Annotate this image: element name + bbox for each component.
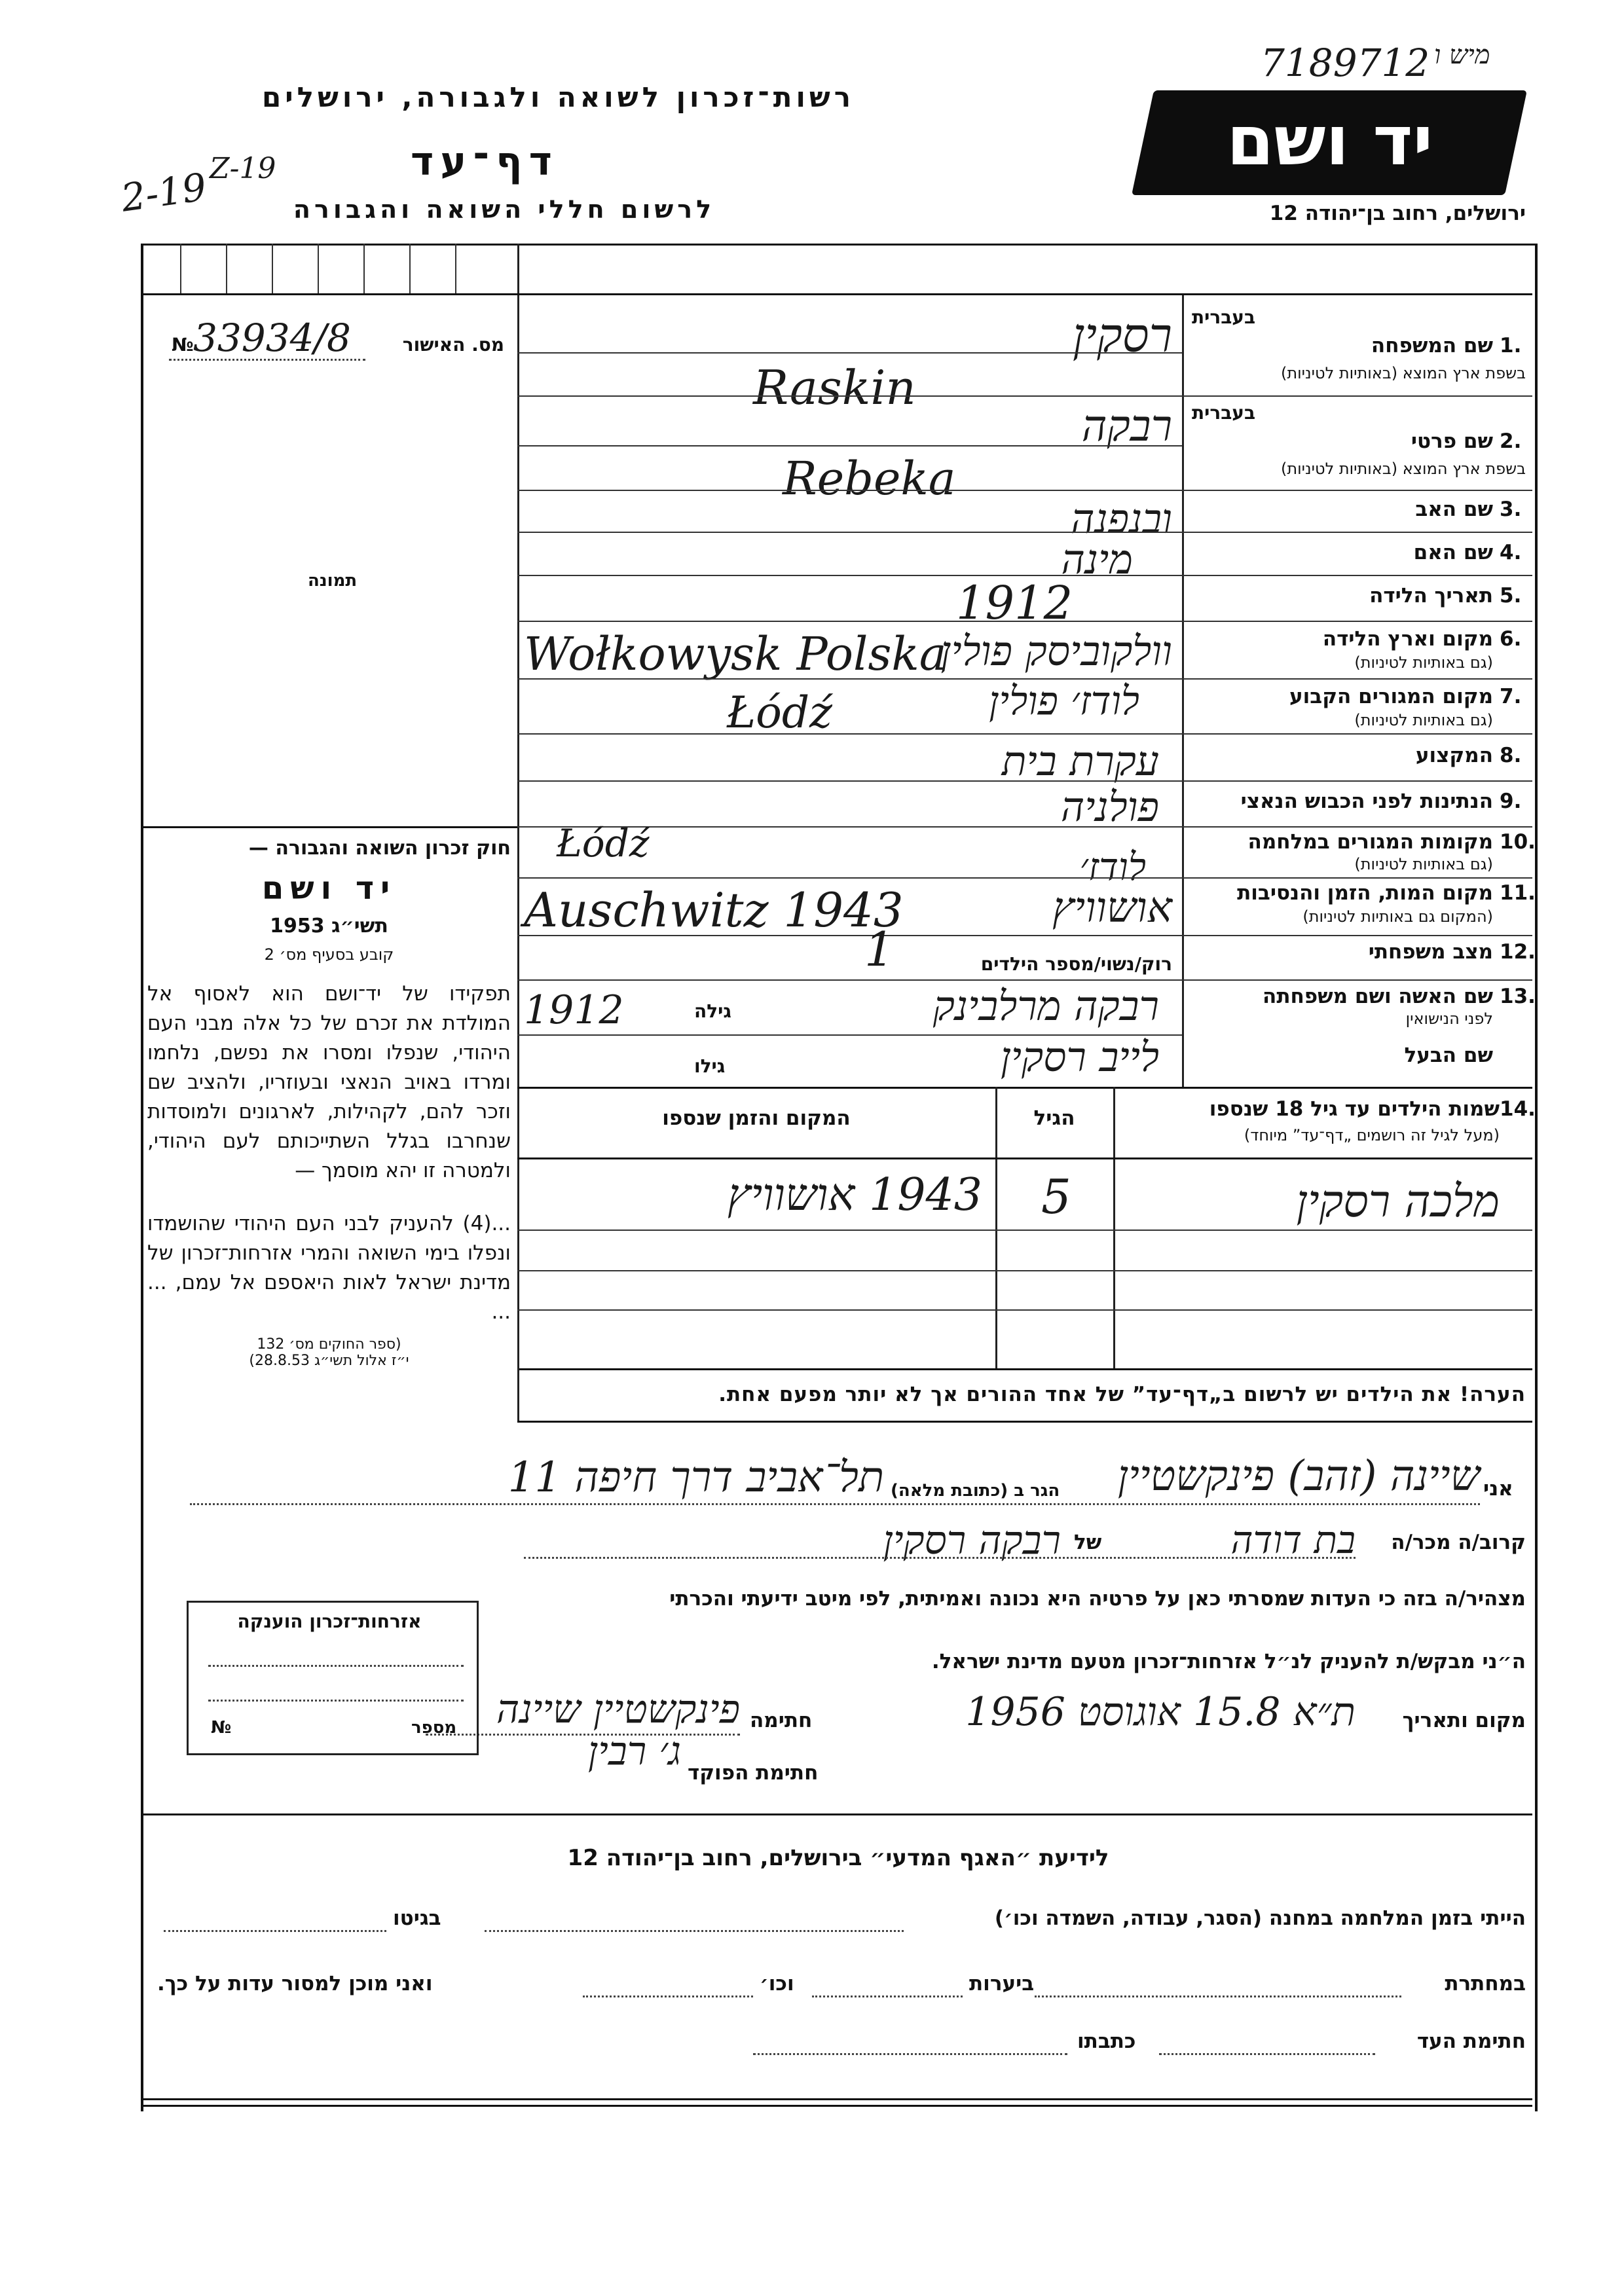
relative-label: קרוב/ה מכר/ה bbox=[1391, 1531, 1526, 1554]
field-10-value: Łódź bbox=[557, 821, 650, 866]
archive-number: 7189712 bbox=[1261, 41, 1430, 85]
field-8-value: עקרת בית bbox=[1001, 737, 1159, 785]
husband-label: שם הבעל bbox=[1404, 1044, 1493, 1067]
field-5-value: 1912 bbox=[956, 576, 1073, 630]
field-3-value: ובנפנה bbox=[1071, 495, 1172, 543]
field-9-num: 9. bbox=[1500, 790, 1522, 813]
field-1-value-latin: Raskin bbox=[753, 360, 916, 415]
field-2-num: 2. bbox=[1500, 429, 1522, 453]
field-4-num: 4. bbox=[1500, 541, 1522, 564]
field-9-value: פולניה bbox=[1060, 783, 1159, 831]
resident-label: הגר ב (כתובת מלאה) bbox=[891, 1481, 1060, 1501]
declarant-address: תל־אביב דרך חיפה 11 bbox=[507, 1453, 884, 1502]
field-7-value-latin: Łódź bbox=[727, 687, 832, 738]
of-label: של bbox=[1074, 1531, 1102, 1554]
law-source: (ספר החוקים מס׳ 132 bbox=[257, 1336, 401, 1353]
field-11-value: Auschwitz 1943 bbox=[524, 883, 904, 938]
field-13-num: 13. bbox=[1500, 985, 1536, 1008]
field-1-value: רסקין bbox=[1072, 308, 1172, 363]
children-note: הערה! את הילדים יש לרשום ב„דף־עד” של אחד ההורים אך לא יותר מפעם אחת. bbox=[718, 1383, 1526, 1406]
info-camp-label: הייתי בזמן המלחמה במחנה (הסגר, עבודה, השמדה וכו׳) bbox=[994, 1906, 1526, 1930]
field-2-sub: בשפת ארץ המוצא (באותיות לטיניות) bbox=[1281, 460, 1526, 478]
field-12-extra: רוק/נשוי/מספר הילדים bbox=[980, 953, 1172, 975]
children-label: שמות הילדים עד גיל 18 שנספו bbox=[1209, 1097, 1500, 1121]
field-2-lang: בעברית bbox=[1192, 402, 1256, 424]
field-1-label: שם המשפחה bbox=[1371, 334, 1493, 357]
field-3-num: 3. bbox=[1500, 498, 1522, 521]
field-12-num: 12. bbox=[1500, 940, 1536, 964]
logo-text: יד ושם bbox=[1227, 101, 1433, 181]
field-8-label: המקצוע bbox=[1415, 744, 1493, 767]
field-4-label: שם האם bbox=[1413, 541, 1493, 564]
left-column-divider bbox=[517, 244, 519, 1370]
field-8-num: 8. bbox=[1500, 744, 1522, 767]
field-7-value: לודז׳ פולין bbox=[989, 678, 1139, 724]
law-title: חוק זכרון השואה והגבורה — bbox=[248, 837, 511, 860]
citizenship-number-label: מספר bbox=[411, 1718, 457, 1738]
children-num: 14. bbox=[1500, 1097, 1536, 1121]
law-paragraph-1: תפקידו של יד־ושם הוא לאסוף אל המולדת את זכרם של כל אלה מבני העם היהודי, שנפלו ומסרו את נפשם, נלחמו ומרדו באויב הנאצי ובעוזריו, ולהציב שם וזכר להם, לקהילות, לארגונים ולמוסדות שנחרבו בגלל השתייכותם לעם היהודי, ולמטרה זו יהא מוסמך — bbox=[147, 982, 511, 1182]
archive-suffix: מיש ו bbox=[1434, 40, 1490, 70]
field-6-label: מקום וארץ הלידה bbox=[1322, 627, 1493, 651]
law-source-date: י״ז אלול תשי״ג 28.8.53) bbox=[249, 1353, 409, 1369]
child-1-age: 5 bbox=[1041, 1169, 1071, 1224]
of-name-value: רבקה רסקין bbox=[883, 1518, 1061, 1563]
statement: מצהיר/ה בזה כי העדות שמסרתי כאן על פרטיה היא נכונה ואמיתית, לפי מיטב ידיעתי והכרתי bbox=[669, 1587, 1526, 1611]
field-3-label: שם האב bbox=[1415, 498, 1493, 521]
registration-number: 33934/8 bbox=[193, 316, 351, 360]
field-7-sub: (גם באותיות לטיניות) bbox=[1354, 711, 1493, 729]
field-9-label: הנתינות לפני הכבוש הנאצי bbox=[1240, 790, 1493, 813]
citizenship-prefix: № bbox=[211, 1718, 232, 1738]
relation-value: בת דודה bbox=[1230, 1518, 1356, 1562]
field-2-label: שם פרטי bbox=[1411, 429, 1493, 453]
request: ה״ני מבקש/ת להעניק לנ״ל אזרחות־זכרון מטעם מדינת ישראל. bbox=[931, 1650, 1526, 1673]
signature-value: פינקשטיין שיינה bbox=[496, 1686, 740, 1732]
field-13-sub: לפני הנישואין bbox=[1405, 1010, 1493, 1028]
field-7-label: מקום המגורים הקבוע bbox=[1289, 685, 1493, 708]
declaration-ani: אני bbox=[1483, 1477, 1513, 1501]
field-13-value: רבקה מרלבינק bbox=[932, 982, 1159, 1030]
signature-label: חתימה bbox=[750, 1709, 813, 1732]
field-13-label: שם האשה ושם משפחתה bbox=[1263, 985, 1493, 1008]
field-5-num: 5. bbox=[1500, 584, 1522, 608]
info-etc-label: וכו׳ bbox=[760, 1972, 794, 1995]
field-10-value-hebrew: לודז׳ bbox=[1079, 845, 1146, 889]
margin-note: 2-19 bbox=[118, 164, 210, 221]
husband-value: לייב רסקין bbox=[1000, 1033, 1159, 1081]
field-6-num: 6. bbox=[1500, 627, 1522, 651]
label-column-divider bbox=[1182, 293, 1184, 1089]
field-1-num: 1. bbox=[1500, 334, 1522, 357]
field-10-num: 10. bbox=[1500, 830, 1536, 854]
registration-label: מס. האישור bbox=[402, 334, 504, 355]
title-note: Z-19 bbox=[210, 152, 276, 185]
law-year: תשי״ג 1953 bbox=[270, 915, 388, 938]
authority-title: רשות־זכרון לשואה ולגבורה, ירושלים bbox=[261, 81, 855, 113]
field-12-value: 1 bbox=[864, 922, 895, 977]
wife-age-label: גילה bbox=[694, 1000, 731, 1022]
info-title: לידיעת ״האגף המדעי״ בירושלים, רחוב בן־יהודה 12 bbox=[567, 1845, 1109, 1871]
children-age-header: הגיל bbox=[1033, 1106, 1075, 1130]
field-11-sub: (המקום גם באותיות לטיניות) bbox=[1302, 907, 1493, 926]
officer-label: חתימת הפוקד bbox=[688, 1761, 819, 1785]
child-1-place: 1943 אושוויץ bbox=[727, 1169, 982, 1221]
yad-vashem-logo bbox=[1132, 90, 1527, 195]
field-1-lang: בעברית bbox=[1192, 306, 1256, 328]
info-forests-label: ביערות bbox=[969, 1972, 1035, 1995]
field-11-num: 11. bbox=[1500, 881, 1536, 905]
info-address-label: כתבתו bbox=[1077, 2030, 1136, 2053]
field-2-value: רבקה bbox=[1081, 401, 1172, 451]
children-sub: (מעל לגיל זה רושמים „דף־עד” מיוחד) bbox=[1244, 1126, 1500, 1144]
wife-age-value: 1912 bbox=[524, 987, 624, 1033]
place-date-label: מקום ותאריך bbox=[1402, 1709, 1526, 1732]
citizenship-title: אזרחות־זכרון הוענקה bbox=[237, 1611, 422, 1632]
citizenship-box bbox=[187, 1601, 479, 1755]
field-4-value: מינה bbox=[1061, 536, 1133, 583]
officer-value: ג׳ רבין bbox=[587, 1728, 681, 1774]
form-subtitle: לרשום חללי השואה והגבורה bbox=[293, 195, 716, 224]
law-box bbox=[147, 837, 511, 1369]
field-11-value-hebrew: אושוויץ bbox=[1052, 884, 1172, 932]
law-name: יד ושם bbox=[261, 870, 397, 907]
registration-prefix: № bbox=[172, 334, 194, 355]
husband-age-label: גילו bbox=[694, 1055, 726, 1077]
address: ירושלים, רחוב בן־יהודה 12 bbox=[1269, 202, 1526, 225]
law-clause: קובע בסעיף מס׳ 2 bbox=[264, 945, 394, 964]
field-6-sub: (גם באותיות לטיניות) bbox=[1354, 653, 1493, 672]
children-place-header: המקום והזמן שנספו bbox=[662, 1106, 851, 1130]
field-1-sub: בשפת ארץ המוצא (באותיות לטיניות) bbox=[1281, 364, 1526, 382]
field-11-label: מקום המות, הזמן והנסיבות bbox=[1237, 881, 1493, 905]
info-testimony-label: ואני מוכן למסור עדות על כך. bbox=[157, 1972, 433, 1995]
info-underground-label: במחתרת bbox=[1445, 1972, 1526, 1995]
declarant-name: שיינה (זהב) פינקשטיין bbox=[1117, 1452, 1480, 1501]
field-7-num: 7. bbox=[1500, 685, 1522, 708]
field-2-value-latin: Rebeka bbox=[783, 452, 956, 505]
field-6-value: Wołkowysk Polska bbox=[524, 627, 947, 681]
field-6-value-hebrew: וולקוביסק פולין bbox=[940, 627, 1172, 675]
field-10-label: מקומות המגורים במלחמה bbox=[1247, 830, 1493, 854]
child-1-name: מלכה רסקין bbox=[1296, 1176, 1500, 1228]
law-paragraph-2: ...(4) להעניק לבני העם היהודי שהושמדו ונפלו בימי השואה והמרי אזרחות־זכרון של מדינת ישראל לאות היאספם אל עמם, ... ... bbox=[147, 1212, 511, 1324]
field-12-label: מצב משפחתי bbox=[1368, 940, 1493, 964]
place-date-value: ת״א 15.8 אוגוסט 1956 bbox=[965, 1689, 1356, 1735]
info-ghetto-label: בגיטו bbox=[393, 1906, 441, 1930]
photo-label: תמונה bbox=[308, 571, 358, 591]
form-title: דף־עד bbox=[411, 139, 559, 185]
field-5-label: תאריך הלידה bbox=[1369, 584, 1493, 608]
info-witness-signature-label: חתימת העד bbox=[1416, 2030, 1526, 2053]
field-10-sub: (גם באותיות לטיניות) bbox=[1354, 855, 1493, 873]
